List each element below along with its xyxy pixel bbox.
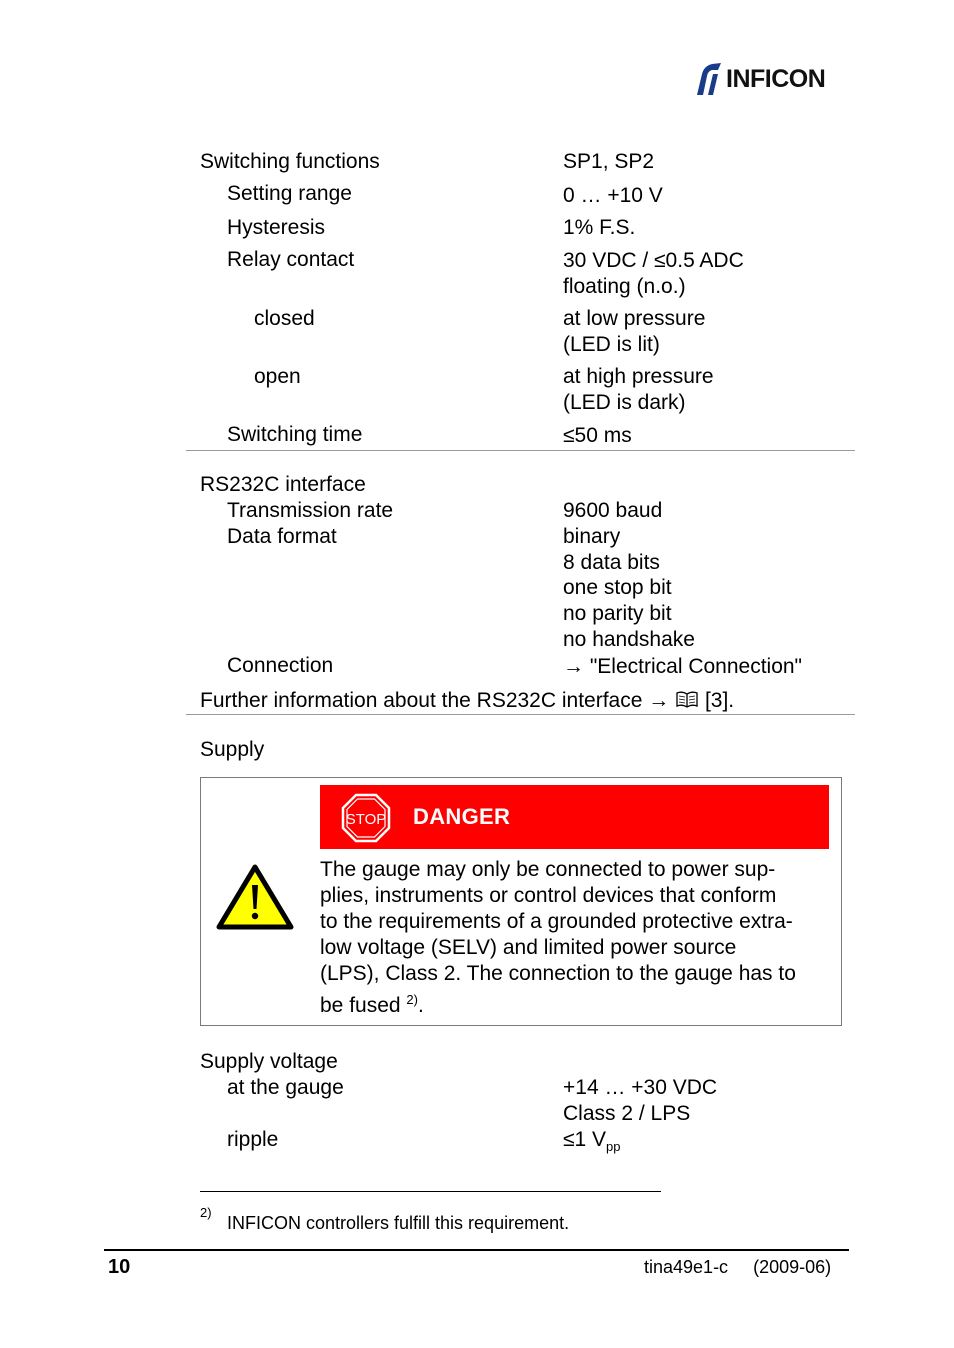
setting-range-value: 0 … +10 V (563, 184, 663, 207)
further-information-text: Further information about the RS232C interface → (200, 689, 670, 712)
supply-voltage-label: Supply voltage (200, 1050, 338, 1073)
hysteresis-value: 1% F.S. (563, 216, 636, 239)
footer-divider (104, 1249, 849, 1251)
switching-time-label: Switching time (227, 423, 363, 446)
data-format-value: no handshake (563, 628, 695, 651)
danger-message (320, 857, 835, 1019)
at-gauge-value-2: Class 2 / LPS (563, 1102, 691, 1125)
switching-functions-label: Switching functions (200, 150, 380, 173)
danger-last-text: be fused (320, 994, 401, 1017)
danger-line-last (320, 987, 835, 1019)
warning-triangle-icon (215, 863, 295, 931)
transmission-rate-value: 9600 baud (563, 499, 663, 522)
inficon-logo (694, 62, 825, 96)
danger-title: DANGER (413, 804, 511, 829)
danger-line: to the requirements of a grounded protective extra- (320, 910, 793, 933)
reference-number: [3]. (704, 689, 735, 712)
document-date: (2009-06) (753, 1257, 832, 1277)
relay-contact-value-2: floating (n.o.) (563, 275, 686, 298)
ripple-value-subscript: pp (606, 1139, 621, 1154)
logo-text: INFICON (726, 64, 826, 93)
ripple-label: ripple (227, 1128, 279, 1151)
further-information (200, 688, 734, 714)
footnote-mark: 2) (200, 1205, 212, 1220)
data-format-value: binary (563, 525, 621, 548)
data-format-value: no parity bit (563, 602, 672, 625)
relay-contact-label: Relay contact (227, 248, 355, 271)
footnote-reference[interactable]: 2) (406, 992, 418, 1007)
danger-line: low voltage (SELV) and limited power source (320, 936, 737, 959)
document-id (644, 1256, 831, 1278)
open-label: open (254, 365, 301, 388)
open-value-1: at high pressure (563, 365, 714, 388)
relay-contact-value-1: 30 VDC / ≤0.5 ADC (563, 249, 744, 272)
connection-value: → "Electrical Connection" (563, 655, 803, 678)
section-divider (186, 714, 855, 715)
ripple-value-text: ≤1 V (563, 1128, 607, 1151)
connection-label: Connection (227, 654, 334, 677)
inficon-logo-icon (694, 62, 724, 96)
switching-functions-value: SP1, SP2 (563, 150, 655, 173)
transmission-rate-label: Transmission rate (227, 499, 394, 522)
setting-range-label: Setting range (227, 182, 352, 205)
closed-label: closed (254, 307, 315, 330)
hysteresis-label: Hysteresis (227, 216, 326, 239)
data-format-label: Data format (227, 525, 337, 548)
supply-title: Supply (200, 738, 265, 761)
rs232-title: RS232C interface (200, 473, 366, 496)
danger-header-bar (320, 785, 829, 849)
closed-value-1: at low pressure (563, 307, 706, 330)
page-number: 10 (108, 1256, 131, 1278)
danger-line: The gauge may only be connected to power sup- (320, 858, 776, 881)
section-divider (186, 450, 855, 451)
open-value-2: (LED is dark) (563, 391, 686, 414)
data-format-value: 8 data bits (563, 551, 660, 574)
at-gauge-label: at the gauge (227, 1076, 344, 1099)
ripple-value (563, 1127, 621, 1160)
danger-line: plies, instruments or control devices that conform (320, 884, 777, 907)
danger-line: (LPS), Class 2. The connection to the gauge has to (320, 962, 796, 985)
book-icon (675, 689, 699, 709)
stop-sign-icon (341, 793, 391, 843)
stop-sign-text: STOP (345, 811, 387, 828)
closed-value-2: (LED is lit) (563, 333, 660, 356)
danger-last-punct: . (417, 994, 424, 1017)
footnote-text: INFICON controllers fulfill this requirement. (227, 1213, 570, 1233)
document-code: tina49e1-c (644, 1257, 729, 1277)
switching-time-value: ≤50 ms (563, 424, 632, 447)
at-gauge-value-1: +14 … +30 VDC (563, 1076, 718, 1099)
data-format-value: one stop bit (563, 576, 672, 599)
footnote-divider (200, 1191, 661, 1192)
